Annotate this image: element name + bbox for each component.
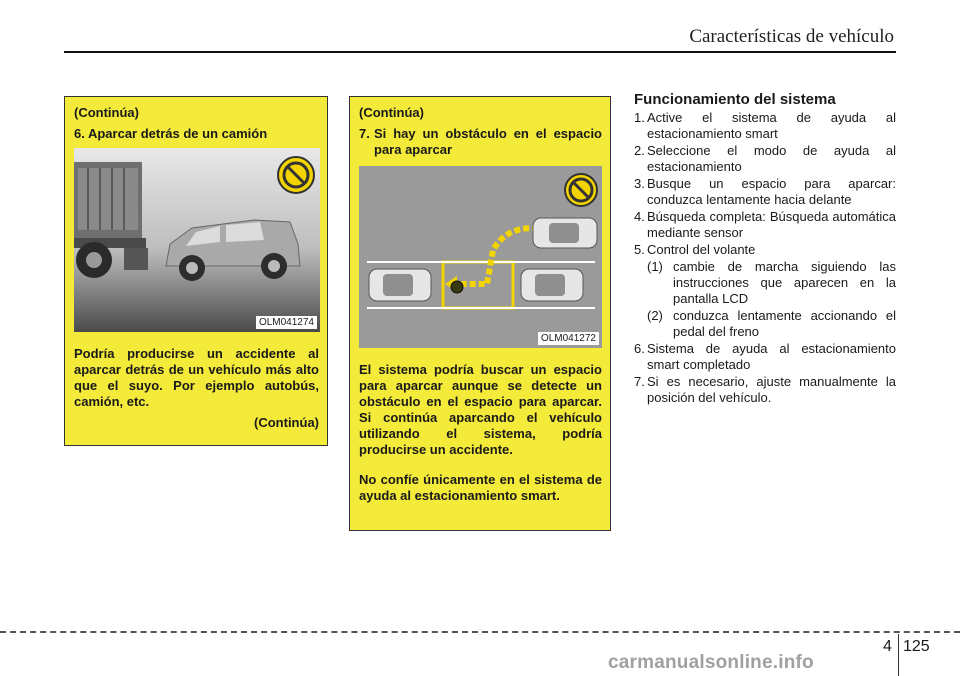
continues-label-top: (Continúa) bbox=[359, 105, 424, 120]
sub-list-item: (2) conduzca lentamente accionando el pedal del freno bbox=[647, 308, 896, 339]
header-divider bbox=[64, 51, 896, 53]
list-item: 1. Active el sistema de ayuda al estacionamiento smart bbox=[634, 110, 896, 141]
caution-box-truck bbox=[64, 96, 328, 446]
truck-parking-illustration bbox=[74, 148, 320, 332]
obstacle-parking-illustration bbox=[359, 166, 602, 348]
watermark-text: carmanualsonline.info bbox=[608, 652, 814, 673]
continues-label-bottom: (Continúa) bbox=[254, 415, 319, 430]
figure-obstacle-parking bbox=[359, 166, 602, 348]
section-title: Funcionamiento del sistema bbox=[634, 91, 836, 108]
caution-item-number: 7. bbox=[359, 126, 370, 141]
caution-heading-text: Si hay un obstáculo en el espacio para aparcar bbox=[374, 126, 602, 157]
caution-note: No confíe únicamente en el sistema de ayuda al estacionamiento smart. bbox=[359, 472, 602, 503]
caution-heading bbox=[359, 126, 602, 158]
footer-divider bbox=[0, 631, 960, 633]
sub-list-item: (1) cambie de marcha siguiendo las instrucciones que aparecen en la pantalla LCD bbox=[647, 259, 896, 306]
list-item: 6. Sistema de ayuda al estacionamiento smart completado bbox=[634, 341, 896, 372]
page-number: 125 bbox=[903, 638, 930, 655]
prohibition-icon bbox=[565, 174, 597, 206]
caution-body: Podría producirse un accidente al aparcar detrás de un vehículo más alto que el suyo. Por ejemplo autobús, camión, etc. bbox=[74, 346, 319, 409]
caution-box-obstacle bbox=[349, 96, 611, 531]
system-operation-section bbox=[634, 92, 896, 406]
figure-truck-parking bbox=[74, 148, 320, 332]
chapter-number: 4 bbox=[883, 638, 892, 655]
prohibition-icon bbox=[278, 157, 314, 193]
page-header-title: Características de vehículo bbox=[689, 26, 894, 47]
list-item: 7. Si es necesario, ajuste manualmente la posición del vehículo. bbox=[634, 374, 896, 405]
list-item: 3. Busque un espacio para aparcar: conduzca lentamente hacia delante bbox=[634, 176, 896, 207]
list-item: 4. Búsqueda completa: Búsqueda automática mediante sensor bbox=[634, 209, 896, 240]
page-number-separator bbox=[898, 634, 899, 676]
figure-code: OLM041272 bbox=[538, 332, 599, 345]
figure-code: OLM041274 bbox=[256, 316, 317, 329]
caution-body: El sistema podría buscar un espacio para aparcar aunque se detecte un obstáculo en el espacio para aparcar. Si continúa aparcando el vehículo utilizando el sistema, podría producirse un accidente. bbox=[359, 362, 602, 457]
list-item: 5. Control del volante bbox=[634, 242, 756, 257]
continues-label-top: (Continúa) bbox=[74, 105, 139, 120]
list-item: 2. Seleccione el modo de ayuda al estacionamiento bbox=[634, 143, 896, 174]
caution-heading: 6. Aparcar detrás de un camión bbox=[74, 126, 268, 141]
